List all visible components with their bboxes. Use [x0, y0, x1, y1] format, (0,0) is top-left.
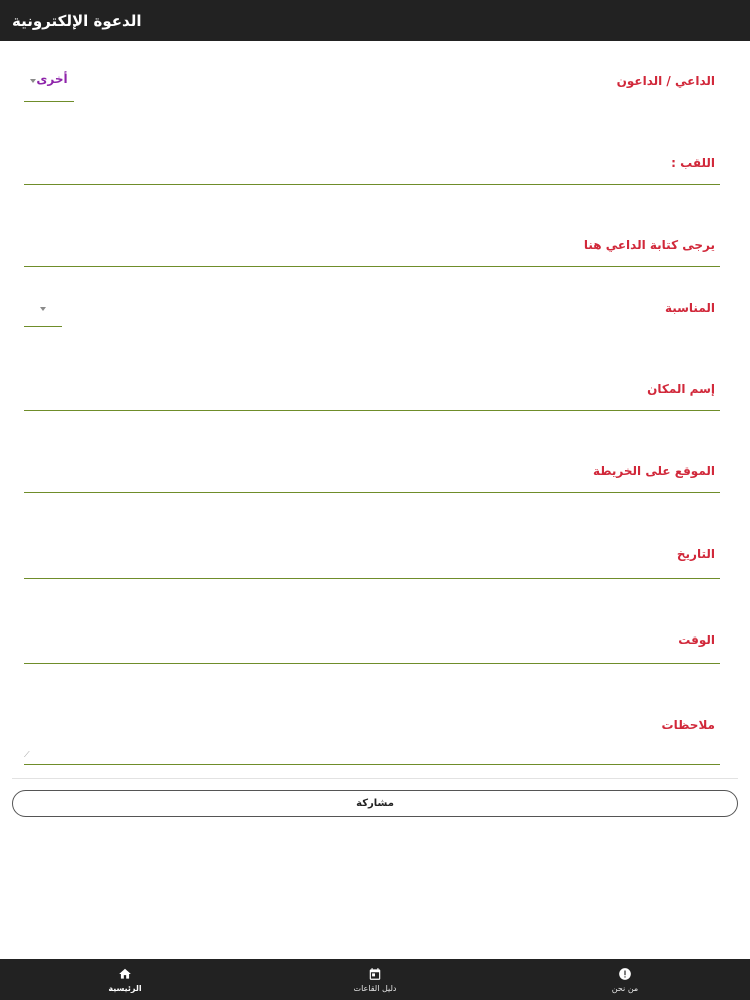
map-location-input[interactable]	[24, 492, 720, 493]
chevron-down-icon	[40, 307, 46, 311]
app-title: الدعوة الإلكترونية	[12, 11, 142, 30]
notes-textarea[interactable]	[24, 764, 720, 765]
host-label: الداعي / الداعون	[616, 74, 715, 88]
map-location-label: الموقع على الخريطة	[592, 464, 715, 478]
date-label: التاريخ	[676, 547, 715, 561]
host-dropdown-value: أخرى	[36, 72, 68, 86]
nav-item-label: دليل القاعات	[353, 983, 397, 993]
notes-label: ملاحظات	[661, 718, 715, 732]
host-dropdown[interactable]	[24, 72, 74, 102]
date-input[interactable]	[24, 578, 720, 579]
app-bar	[0, 0, 750, 41]
place-name-label: إسم المكان	[647, 382, 715, 396]
nav-item-label: الرئيسية	[108, 983, 142, 993]
title-label: اللقب :	[671, 156, 715, 170]
calendar-icon	[368, 967, 382, 981]
nav-item-home[interactable]	[0, 959, 250, 1000]
time-label: الوقت	[678, 633, 715, 647]
occasion-dropdown[interactable]	[24, 300, 62, 327]
share-button[interactable]: مشاركة	[12, 790, 738, 817]
nav-item-label: من نحن	[611, 983, 639, 993]
host-name-input[interactable]	[24, 266, 720, 267]
bottom-nav	[0, 959, 750, 1000]
resize-handle-icon[interactable]: ⟋	[24, 750, 30, 759]
place-name-input[interactable]	[24, 410, 720, 411]
title-input[interactable]	[24, 184, 720, 185]
nav-item-halls-guide[interactable]	[250, 959, 500, 1000]
host-name-label: يرجى كتابة الداعي هنا	[583, 238, 715, 252]
time-input[interactable]	[24, 663, 720, 664]
nav-item-about[interactable]	[500, 959, 750, 1000]
info-icon	[618, 967, 632, 981]
home-icon	[118, 967, 132, 981]
occasion-label: المناسبة	[664, 301, 715, 315]
divider	[12, 778, 738, 779]
